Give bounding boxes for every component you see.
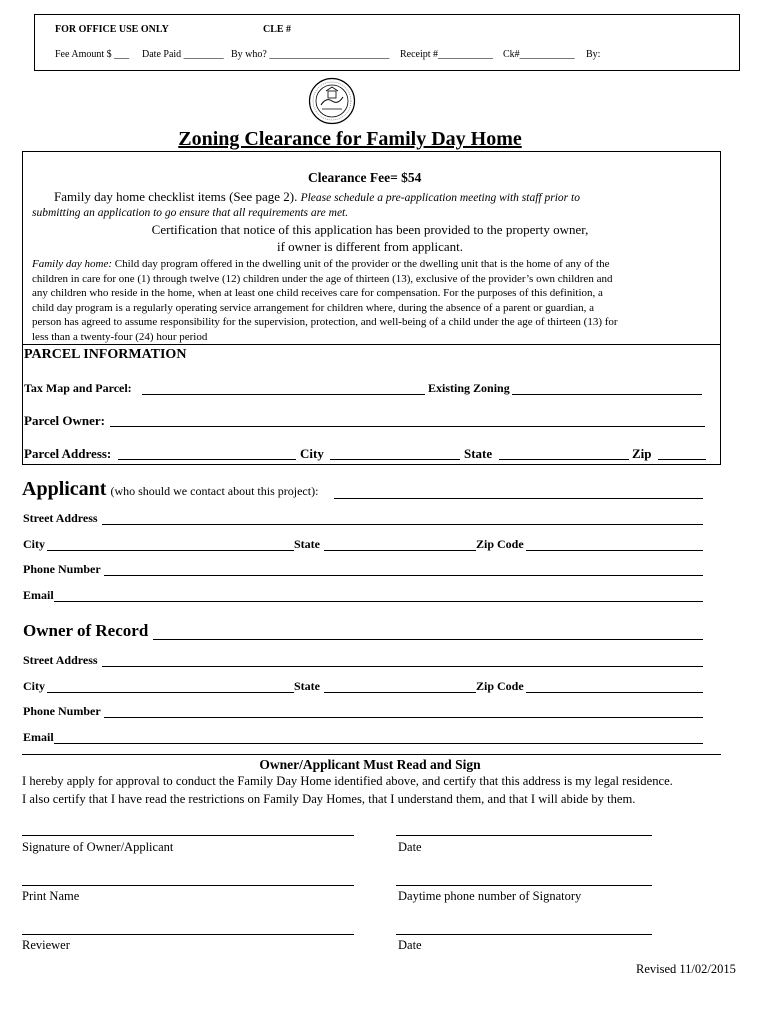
- parcel-address-label: Parcel Address:: [24, 446, 112, 461]
- fee-amount-field[interactable]: Fee Amount $ ___: [55, 49, 130, 60]
- owner-state-input[interactable]: [324, 692, 476, 693]
- date-paid-field[interactable]: Date Paid ________: [142, 49, 224, 60]
- owner-street-input[interactable]: [102, 666, 703, 667]
- date-label-1: Date: [398, 840, 422, 854]
- definition-block: [32, 257, 618, 345]
- owner-city-row: [22, 679, 705, 695]
- section-divider: [22, 344, 721, 345]
- main-box-bottom-rule: [22, 464, 721, 465]
- parcel-address-row: [22, 446, 705, 462]
- date-line-1[interactable]: [396, 835, 652, 836]
- receipt-field[interactable]: Receipt #___________: [400, 49, 494, 60]
- checklist-label: Family day home checklist items (See page 2).: [54, 189, 298, 204]
- signature-line[interactable]: [22, 835, 354, 836]
- checklist-instruction: Please schedule a pre-application meeting with staff prior to: [300, 192, 580, 204]
- applicant-heading: Applicant: [22, 478, 107, 500]
- existing-zoning-label: Existing Zoning: [428, 381, 510, 395]
- existing-zoning-input[interactable]: [512, 394, 702, 395]
- by-field[interactable]: By:: [586, 49, 601, 60]
- sign-statement-1: I hereby apply for approval to conduct the Family Day Home identified above, and certify that this address is my legal residence.: [22, 774, 673, 788]
- parcel-owner-row: [22, 413, 705, 429]
- applicant-zip-input[interactable]: [526, 550, 703, 551]
- print-name-label: Print Name: [22, 889, 80, 903]
- parcel-owner-input[interactable]: [110, 426, 705, 427]
- checklist-text: [54, 189, 580, 205]
- owner-name-input[interactable]: [153, 639, 703, 640]
- applicant-state-input[interactable]: [324, 550, 476, 551]
- owner-city-input[interactable]: [47, 692, 294, 693]
- office-use-heading: FOR OFFICE USE ONLY: [55, 24, 169, 35]
- daytime-phone-label: Daytime phone number of Signatory: [398, 889, 582, 903]
- owner-heading: Owner of Record: [23, 621, 149, 640]
- definition-line-4: child day program is a regularly operating service arrangement for children where, during the absence of a parent or guardian, a: [32, 301, 594, 314]
- certification-line-1: Certification that notice of this application has been provided to the property owner,: [151, 222, 589, 237]
- definition-line-3: any children who reside in the home, when at least one child receives care for compensation. For the purposes of this definition, a: [32, 287, 603, 300]
- applicant-street-label: Street Address: [23, 511, 98, 525]
- parcel-zip-label: Zip: [632, 446, 652, 461]
- ck-field[interactable]: Ck#___________: [503, 49, 575, 60]
- owner-phone-label: Phone Number: [23, 704, 101, 718]
- parcel-city-label: City: [300, 446, 324, 461]
- cle-label: CLE #: [263, 24, 292, 35]
- clearance-fee: Clearance Fee= $54: [308, 170, 422, 185]
- signature-label: Signature of Owner/Applicant: [22, 840, 174, 854]
- parcel-address-input[interactable]: [118, 459, 296, 460]
- applicant-city-row: [22, 537, 705, 553]
- owner-email-row: [22, 730, 705, 746]
- owner-zip-input[interactable]: [526, 692, 703, 693]
- print-name-line[interactable]: [22, 885, 354, 886]
- definition-term: Family day home:: [32, 258, 113, 270]
- parcel-city-input[interactable]: [330, 459, 460, 460]
- definition-line-2: children in care for one (1) through twelve (12) children under the age of thirteen (13), exclusive of the provider’s own children and: [32, 272, 613, 285]
- applicant-email-input[interactable]: [54, 601, 703, 602]
- parcel-state-label: State: [464, 446, 493, 461]
- reviewer-line[interactable]: [22, 934, 354, 935]
- owner-email-input[interactable]: [54, 743, 703, 744]
- page-title: Zoning Clearance for Family Day Home: [178, 128, 522, 150]
- applicant-email-label: Email: [23, 588, 54, 602]
- owner-city-label: City: [23, 679, 45, 693]
- applicant-subheading: (who should we contact about this project):: [110, 484, 319, 498]
- owner-phone-input[interactable]: [104, 717, 703, 718]
- office-use-box: [34, 14, 740, 71]
- applicant-street-row: [22, 511, 705, 527]
- checklist-instruction-continued: submitting an application to go ensure that all requirements are met.: [32, 207, 349, 219]
- certification-line-2: if owner is different from applicant.: [276, 239, 464, 254]
- section-rule: [22, 754, 721, 755]
- applicant-phone-label: Phone Number: [23, 562, 101, 576]
- tax-map-row: [22, 381, 705, 397]
- revised-date: Revised 11/02/2015: [636, 962, 736, 976]
- owner-email-label: Email: [23, 730, 54, 744]
- owner-heading-row: [22, 621, 705, 643]
- definition-line-5: person has agreed to assume responsibility for the supervision, protection, and well-being of a child under the age of thirteen (13) for: [32, 316, 618, 329]
- applicant-heading-row: [22, 478, 318, 501]
- applicant-street-input[interactable]: [102, 524, 703, 525]
- applicant-zip-label: Zip Code: [476, 537, 524, 551]
- tax-map-input[interactable]: [142, 394, 425, 395]
- by-who-field[interactable]: By who? ________________________: [231, 49, 390, 60]
- owner-zip-label: Zip Code: [476, 679, 524, 693]
- parcel-state-input[interactable]: [499, 459, 629, 460]
- daytime-phone-line[interactable]: [396, 885, 652, 886]
- owner-state-label: State: [294, 679, 320, 693]
- definition-line-1: Child day program offered in the dwelling unit of the provider or the dwelling unit that is the home of any of the: [114, 258, 610, 270]
- applicant-contact-input[interactable]: [334, 498, 703, 499]
- applicant-email-row: [22, 588, 705, 604]
- county-seal-icon: [308, 77, 356, 125]
- sign-statement-2: I also certify that I have read the restrictions on Family Day Homes, that I understand them, and that I will abide by them.: [22, 792, 636, 806]
- parcel-owner-label: Parcel Owner:: [24, 413, 105, 428]
- applicant-state-label: State: [294, 537, 320, 551]
- applicant-city-label: City: [23, 537, 45, 551]
- owner-street-row: [22, 653, 705, 669]
- parcel-zip-input[interactable]: [658, 459, 706, 460]
- tax-map-label: Tax Map and Parcel:: [24, 381, 132, 395]
- owner-phone-row: [22, 704, 705, 720]
- applicant-city-input[interactable]: [47, 550, 294, 551]
- date-label-2: Date: [398, 938, 422, 952]
- definition-line-6: less than a twenty-four (24) hour period: [32, 330, 208, 343]
- parcel-heading: PARCEL INFORMATION: [24, 347, 187, 362]
- date-line-2[interactable]: [396, 934, 652, 935]
- owner-street-label: Street Address: [23, 653, 98, 667]
- sign-heading: Owner/Applicant Must Read and Sign: [259, 757, 481, 772]
- reviewer-label: Reviewer: [22, 938, 70, 952]
- applicant-phone-input[interactable]: [104, 575, 703, 576]
- applicant-phone-row: [22, 562, 705, 578]
